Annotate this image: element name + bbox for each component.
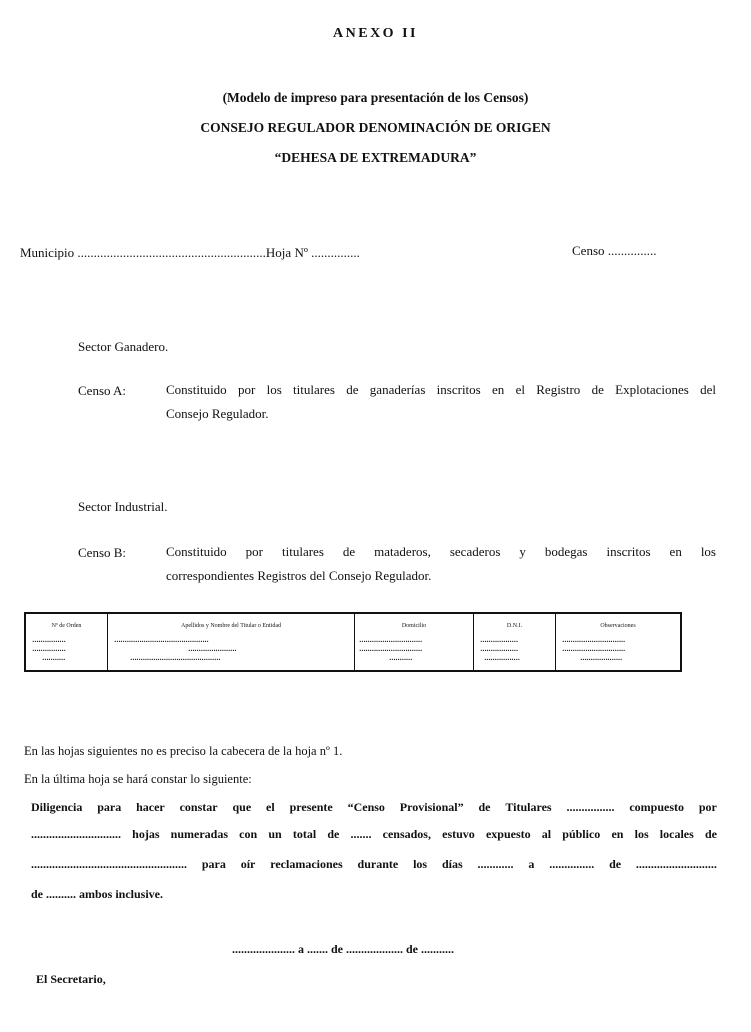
council-name: CONSEJO REGULADOR DENOMINACIÓN DE ORIGEN — [200, 120, 551, 135]
dot-line: ........... — [42, 652, 66, 662]
dot-line: .................. — [480, 634, 518, 645]
diligence-word: que — [232, 800, 252, 814]
diligence-word: para — [97, 800, 122, 814]
column-orden — [26, 614, 108, 670]
censo-a-line2: Consejo Regulador. — [166, 406, 269, 421]
diligence-word: compuesto — [629, 800, 684, 814]
column-dots — [556, 629, 680, 662]
designation-name: “DEHESA DE EXTREMADURA” — [274, 150, 477, 165]
hoja-dots: ............... — [311, 245, 360, 260]
diligence-word: al — [541, 827, 552, 841]
column-header: Nº de Orden — [51, 623, 82, 629]
column-dots — [355, 629, 473, 662]
note-following-sheets: En las hojas siguientes no es preciso la cabecera de la hoja nº 1. — [24, 744, 343, 758]
censo-label: Censo — [572, 243, 605, 258]
annex-title: ANEXO II — [333, 26, 418, 41]
censo-b-description — [166, 540, 716, 588]
diligence-word: estuvo — [442, 827, 475, 841]
diligence-word: .................................................... — [31, 857, 187, 871]
signature-label: El Secretario, — [36, 972, 106, 986]
censo-a-line1: Constituido por los titulares de ganaderías inscritos en el Registro de Explotaciones del — [166, 382, 716, 397]
censo-field — [572, 243, 657, 259]
dot-line: ............................................. — [114, 634, 209, 645]
sector-industrial-heading: Sector Industrial. — [78, 499, 168, 514]
diligence-word: hacer — [136, 800, 165, 814]
dot-line: ........... — [389, 652, 413, 662]
dot-line: .............................. — [359, 634, 423, 645]
diligence-word: de — [609, 857, 622, 871]
diligence-line-2 — [31, 827, 717, 842]
document-subtitle: (Modelo de impreso para presentación de los Censos) — [222, 90, 529, 105]
diligence-word: .............................. — [31, 827, 121, 841]
diligence-word: para — [201, 857, 226, 871]
diligence-word: ................ — [566, 800, 615, 814]
diligence-word: el — [266, 800, 275, 814]
diligence-word: por — [698, 800, 717, 814]
municipio-field — [20, 245, 360, 261]
diligence-word: durante — [357, 857, 399, 871]
column-dots — [108, 629, 354, 662]
column-domicilio — [355, 614, 474, 670]
dot-line: ........................................... — [130, 652, 221, 662]
municipio-label: Municipio — [20, 245, 75, 260]
censo-dots: ............... — [607, 243, 657, 258]
diligence-word: constar — [179, 800, 218, 814]
diligence-word: un — [268, 827, 282, 841]
diligence-word: días — [441, 857, 463, 871]
column-dni — [474, 614, 556, 670]
column-header: D.N.I. — [506, 623, 523, 629]
diligence-line-4: de .......... ambos inclusive. — [31, 887, 164, 901]
diligence-line-3 — [31, 857, 717, 872]
diligence-word: numeradas — [170, 827, 228, 841]
municipio-dots: .......................................................... — [77, 245, 266, 260]
column-header: Domicilio — [401, 623, 427, 629]
dot-line: ................ — [32, 643, 66, 654]
hoja-label: Hoja Nº — [265, 245, 308, 260]
column-apellidos — [108, 614, 355, 670]
dot-line: ................ — [32, 634, 66, 645]
column-header: Apellidos y Nombre del Titular o Entidad — [181, 623, 281, 629]
column-header: Observaciones — [600, 623, 636, 629]
diligence-word: ....... — [350, 827, 372, 841]
diligence-line-1 — [31, 800, 717, 815]
diligence-word: ........................... — [635, 857, 717, 871]
diligence-word: en — [611, 827, 624, 841]
dot-line: .............................. — [562, 634, 626, 645]
column-dots — [474, 629, 555, 662]
diligence-word: ............... — [549, 857, 595, 871]
diligence-word: con — [239, 827, 258, 841]
diligence-word: censados, — [382, 827, 431, 841]
diligence-word: los — [634, 827, 649, 841]
diligence-word: presente — [289, 800, 333, 814]
censo-b-label: Censo B: — [78, 545, 127, 560]
diligence-word: a — [528, 857, 535, 871]
dot-line: .................. — [480, 643, 518, 654]
diligence-word: de — [327, 827, 340, 841]
diligence-word: expuesto — [485, 827, 531, 841]
censo-a-label: Censo A: — [78, 383, 127, 398]
censo-b-line1: Constituido por titulares de mataderos, secaderos y bodegas inscritos en los — [166, 544, 716, 559]
censo-b-line2: correspondientes Registros del Consejo Regulador. — [166, 568, 432, 583]
censo-a-description — [166, 378, 716, 426]
diligence-word: de — [478, 800, 491, 814]
column-observaciones — [556, 614, 680, 670]
diligence-word: Titulares — [505, 800, 552, 814]
diligence-word: Diligencia — [31, 800, 83, 814]
diligence-word: ............ — [477, 857, 514, 871]
diligence-word: reclamaciones — [270, 857, 343, 871]
diligence-word: público — [562, 827, 601, 841]
date-line: ..................... a ....... de ................... de ........... — [232, 942, 454, 956]
column-dots — [26, 629, 107, 662]
dot-line: .............................. — [562, 643, 626, 654]
diligence-word: hojas — [132, 827, 160, 841]
diligence-word: locales — [659, 827, 694, 841]
dot-line: ....................... — [188, 643, 237, 654]
dot-line: .............................. — [359, 643, 423, 654]
diligence-word: los — [413, 857, 428, 871]
diligence-word: “Censo — [347, 800, 385, 814]
census-table — [24, 612, 682, 672]
diligence-word: oír — [240, 857, 256, 871]
diligence-word: de — [704, 827, 717, 841]
diligence-word: total — [292, 827, 317, 841]
dot-line: .................... — [580, 652, 623, 662]
diligence-word: Provisional” — [399, 800, 464, 814]
note-last-sheet: En la última hoja se hará constar lo siguiente: — [24, 772, 252, 786]
dot-line: ................. — [484, 652, 520, 662]
sector-ganadero-heading: Sector Ganadero. — [78, 339, 169, 354]
